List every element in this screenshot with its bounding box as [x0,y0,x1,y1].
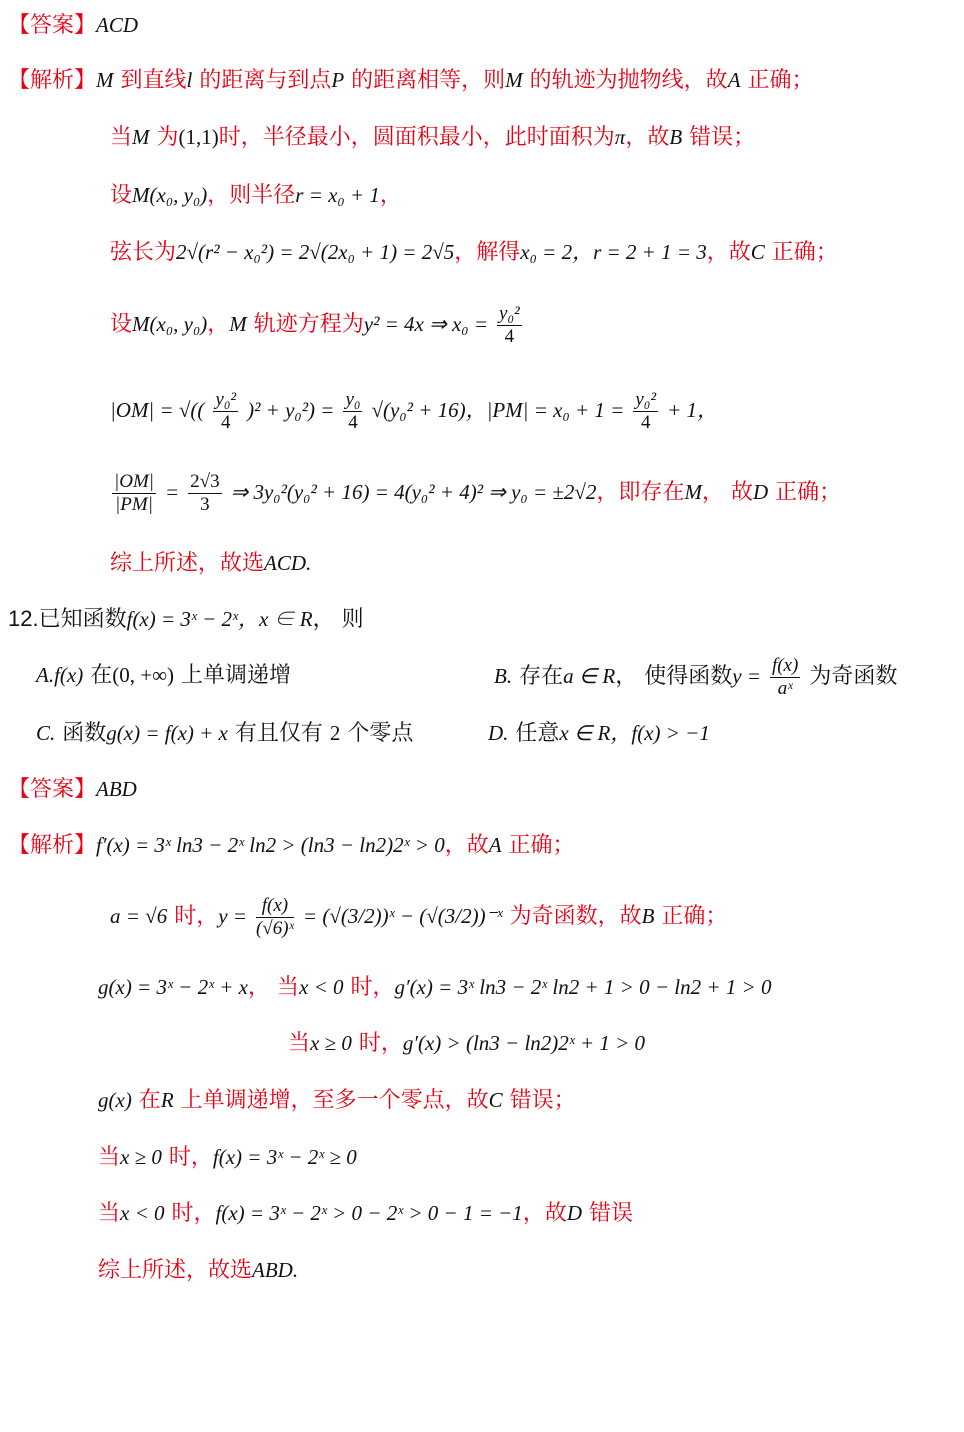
math-text: M(x₀, y₀) [132,312,208,336]
numerator: f(x) [256,895,294,918]
text: 正确； [764,240,838,265]
text: 设 [110,183,133,208]
math-text: M [505,68,523,92]
fraction [343,389,362,434]
numerator: 2√3 [190,470,220,492]
option-letter: B. [494,664,513,688]
text: 时， [351,1031,403,1056]
denominator: 4 [640,411,651,433]
text: 错误 [582,1201,633,1226]
math-text: x ≥ 0 [120,1145,162,1169]
text: ，故 [444,833,489,858]
text: 的距离相等，则 [344,68,506,93]
answer-value: ACD [96,13,139,37]
text: 时，半径最小，圆面积最小，此时面积为 [218,125,615,150]
q11-answer-line [8,10,138,41]
text: 的轨迹为抛物线，故 [522,68,728,93]
text: ， 则 [312,607,364,632]
text: 函数 [55,721,107,746]
q12-analysis-line-1 [8,830,575,861]
math-text: = (√(3/2))ˣ − (√(3/2))⁻ˣ [302,904,503,928]
math-text: A [488,833,502,857]
numerator: y₀² [215,388,237,410]
math-text: a ∈ R [563,664,616,688]
math-text: M [229,312,247,336]
text: ， 当 [248,975,299,1000]
math-text: g(x) [98,1088,132,1112]
q11-analysis-line-6 [110,382,718,439]
denominator: (√6)ˣ [255,917,294,939]
text: 综上所述，故选 [110,551,265,576]
text: ，故 [522,1201,567,1226]
text: 上单调递增 [174,663,292,688]
math-text: ACD [264,551,307,575]
math-text: y = [732,664,761,688]
q11-analysis-line-2 [110,122,755,153]
math-text: y² = 4x ⇒ x₀ = [363,312,489,336]
text: 存在 [512,664,564,689]
text: 弦长为 [110,240,177,265]
math-text: D [566,1201,582,1225]
math-text: B [669,125,683,149]
math-text: + 1， [667,398,719,422]
math-text: (1,1) [178,125,219,149]
numerator: y₀² [635,388,657,410]
text: 轨迹方程为 [246,312,364,337]
text: 错误； [682,125,756,150]
math-text: g′(x) > (ln3 − ln2)2ˣ + 1 > 0 [402,1031,646,1055]
math-text: C [750,240,765,264]
denominator: 3 [200,493,210,515]
math-text: g(x) = 3ˣ − 2ˣ + x [98,975,248,999]
q12-option-a [36,660,291,691]
q11-analysis-line-1 [8,65,814,96]
math-text: f(x) [54,663,84,687]
math-text: f(x) = 3ˣ − 2ˣ，x ∈ R [126,607,313,631]
math-text: 2√(r² − x₀²) = 2√(2x₀ + 1) = 2√5 [176,240,455,264]
text: 在 [131,1088,161,1113]
question-number: 12. [8,606,39,631]
text: 正确； [501,833,575,858]
denominator: aˣ [777,677,793,699]
fraction [112,471,156,516]
math-text: B [641,904,655,928]
math-text: C [488,1088,503,1112]
text: 设 [110,312,133,337]
math-text: ABD [252,1258,293,1282]
text: 错误； [502,1088,576,1113]
math-text: r = x₀ + 1 [295,183,380,207]
fraction [770,655,800,700]
text: ， 故 [701,480,753,505]
math-text: R [160,1088,174,1112]
answer-value: ABD [96,777,137,801]
q12-stem [8,604,364,635]
denominator: 4 [221,411,231,433]
text: 个零点 [340,721,414,746]
math-text: f′(x) = 3ˣ ln3 − 2ˣ ln2 > (ln3 − ln2)2ˣ > 0 [96,833,445,857]
text: 的距离与到点 [192,68,332,93]
text: 到直线 [113,68,187,93]
text: 综上所述，故选 [98,1258,253,1283]
math-text: g′(x) = 3ˣ ln3 − 2ˣ ln2 + 1 > 0 − ln2 + 1 > 0 [394,975,772,999]
math-text: M [684,480,702,504]
q12-answer-line [8,774,137,805]
math-text: P [331,68,345,92]
numerator: |OM| [114,470,154,492]
q12-option-b [494,648,897,705]
fraction [633,389,658,434]
math-text: M [132,125,150,149]
math-text: g(x) = f(x) + x [106,721,228,745]
text: 时， [161,1145,213,1170]
q11-analysis-line-5 [110,296,524,353]
fraction [256,895,294,940]
denominator: 4 [348,411,358,433]
math-text: 2 [329,721,341,745]
text: ，则半径 [207,183,296,208]
q12-analysis-line-4 [288,1028,645,1059]
math-text: M [96,68,114,92]
text: 正确； [654,904,728,929]
text: 任意 [508,721,560,746]
option-letter: D. [488,721,509,745]
math-text: √(y₀² + 16)，|PM| = x₀ + 1 = [371,398,625,422]
q11-conclusion [110,548,311,579]
text: 为奇函数 [802,664,898,689]
text: 当 [110,125,133,150]
text: 正确； [768,480,842,505]
text: ， 使得函数 [615,664,733,689]
option-letter: C. [36,721,56,745]
math-text: l [186,68,193,92]
fraction [213,389,238,434]
math-text: ⇒ 3y₀²(y₀² + 16) = 4(y₀² + 4)² ⇒ y₀ = ±2√2 [230,480,597,504]
math-text: f(x) = 3ˣ − 2ˣ ≥ 0 [212,1145,357,1169]
text: ， [379,183,402,208]
text: 时， [343,975,395,1000]
math-text: M(x₀, y₀) [132,183,208,207]
numerator: y₀² [499,302,520,324]
math-text: f(x) = 3ˣ − 2ˣ > 0 − 2ˣ > 0 − 1 = −1 [215,1201,523,1225]
math-text: π [614,125,626,149]
text: ， [207,312,230,337]
answer-tag: 【答案】 [8,777,97,802]
math-text: (0, +∞) [112,663,175,687]
text: ，故 [706,240,751,265]
q11-analysis-line-4 [110,237,838,268]
text: 在 [83,663,113,688]
math-text: x < 0 [120,1201,165,1225]
math-text: |OM| = √(( [110,398,205,422]
math-text: x ∈ R，f(x) > −1 [559,721,710,745]
q12-analysis-line-5 [98,1085,576,1116]
fraction [188,471,221,516]
text: 正确； [740,68,814,93]
q12-analysis-line-6 [98,1142,357,1173]
math-text: . [292,1258,299,1282]
numerator: y₀ [345,388,361,410]
math-text: . [306,551,312,575]
q12-conclusion [98,1255,298,1286]
analysis-tag: 【解析】 [8,833,97,858]
option-letter: A. [36,663,55,687]
text: ，故 [625,125,670,150]
math-text: x ≥ 0 [310,1031,352,1055]
text: 有且仅有 [227,721,330,746]
text: 为 [149,125,179,150]
analysis-tag: 【解析】 [8,68,97,93]
math-text: a = √6 [110,904,168,928]
text: ，解得 [454,240,521,265]
text: 当 [98,1201,121,1226]
math-text: D [752,480,769,504]
q12-analysis-line-3 [98,972,771,1003]
denominator: 4 [504,325,515,347]
text: 当 [98,1145,121,1170]
math-text: x < 0 [299,975,344,999]
math-text: A [727,68,741,92]
q11-analysis-line-3 [110,180,402,211]
math-text: = [165,480,180,504]
q12-option-d [488,718,710,749]
math-text: y = [218,904,247,928]
answer-tag: 【答案】 [8,13,97,38]
text: 上单调递增，至多一个零点，故 [173,1088,489,1113]
fraction [497,303,522,348]
text: 时， [164,1201,216,1226]
text: 当 [288,1031,311,1056]
text: ，即存在 [596,480,685,505]
q11-analysis-line-7 [110,464,841,521]
math-text: x₀ = 2，r = 2 + 1 = 3 [520,240,707,264]
text: 为奇函数，故 [502,904,642,929]
text: 已知函数 [38,607,127,632]
numerator: f(x) [771,654,799,676]
text: 时， [167,904,219,929]
q12-analysis-line-2 [110,888,727,945]
q12-analysis-line-7 [98,1198,633,1229]
math-text: )² + y₀²) = [247,398,335,422]
q12-option-c [36,718,413,749]
denominator: |PM| [115,493,153,515]
